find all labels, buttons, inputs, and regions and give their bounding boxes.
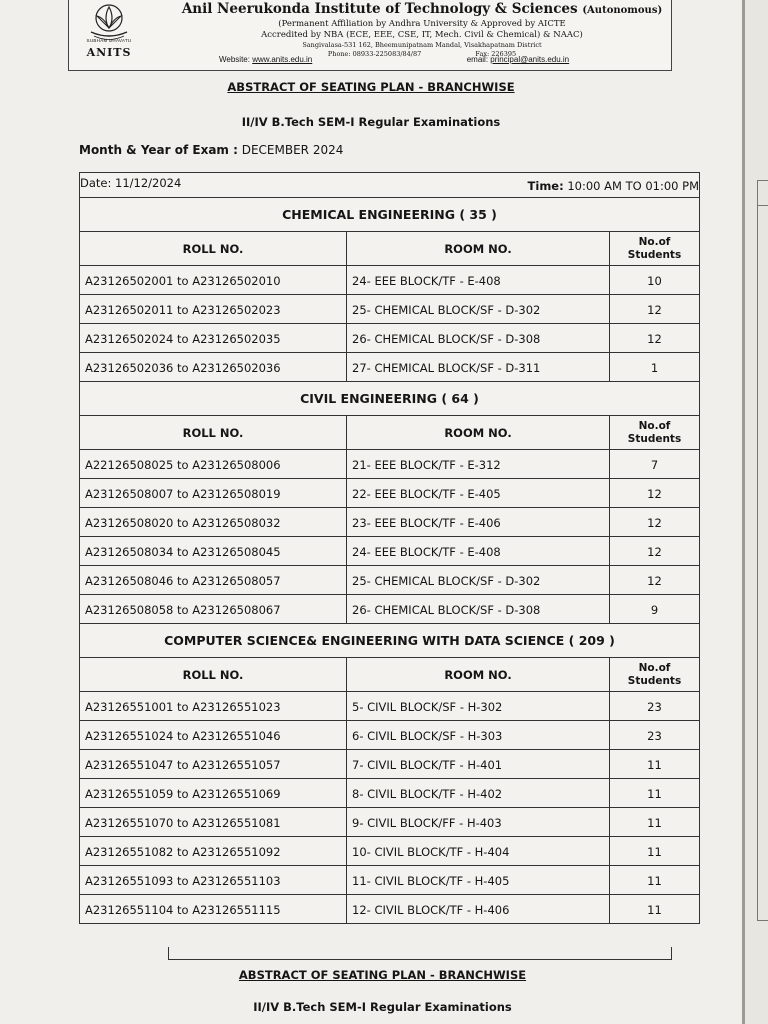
roll-range-cell: A23126551070 to A23126551081: [85, 815, 281, 830]
table-row: [80, 323, 699, 353]
student-count-cell: 11: [609, 837, 699, 866]
letterhead: [68, 0, 672, 71]
students-header-line: Students: [627, 249, 682, 261]
room-column-header: ROOM NO.: [346, 658, 609, 692]
institution-name-line: [177, 1, 667, 19]
date-label: Date:: [80, 176, 112, 190]
next-page-subtitle: II/IV B.Tech SEM-I Regular Examinations: [253, 1000, 512, 1014]
autonomous-label: (Autonomous): [582, 5, 663, 16]
column-header-row: [80, 231, 699, 266]
room-cell: 23- EEE BLOCK/TF - E-406: [346, 508, 609, 537]
date-value: 11/12/2024: [115, 176, 182, 190]
students-header-text: [628, 420, 681, 446]
phone-text: Phone: 08933-225083/84/87: [327, 50, 422, 58]
room-cell: 26- CHEMICAL BLOCK/SF - D-308: [346, 324, 609, 353]
student-count-cell: 1: [609, 353, 699, 382]
roll-range-cell: A23126551093 to A23126551103: [85, 873, 281, 888]
table-row: [80, 691, 699, 721]
students-header-text: [628, 236, 681, 262]
section-title: CIVIL ENGINEERING ( 64 ): [80, 381, 699, 416]
room-cell: 8- CIVIL BLOCK/TF - H-402: [346, 779, 609, 808]
roll-range-cell: A23126508058 to A23126508067: [85, 602, 281, 617]
room-cell: 25- CHEMICAL BLOCK/SF - D-302: [346, 295, 609, 324]
roll-range-cell: A23126551047 to A23126551057: [85, 757, 281, 772]
table-row: [80, 352, 699, 382]
room-cell: 6- CIVIL BLOCK/SF - H-303: [346, 721, 609, 750]
table-row: [80, 536, 699, 566]
fax-text: Fax: 226395: [475, 50, 517, 58]
roll-column-header: ROLL NO.: [182, 242, 244, 256]
website-link[interactable]: www.anits.edu.in: [252, 55, 313, 64]
adjacent-page-edge: [745, 0, 768, 1024]
student-count-cell: 7: [609, 450, 699, 479]
student-count-cell: 11: [609, 808, 699, 837]
month-value: DECEMBER 2024: [241, 143, 344, 157]
website-label: Website:: [219, 55, 250, 64]
logo-motto: SUBHAM BHAVATU: [86, 38, 132, 43]
roll-range-cell: A23126508034 to A23126508045: [85, 544, 281, 559]
roll-range-cell: A23126508007 to A23126508019: [85, 486, 281, 501]
institution-name: Anil Neerukonda Institute of Technology & Sciences: [181, 1, 578, 17]
table-row: [80, 749, 699, 779]
room-cell: 27- CHEMICAL BLOCK/SF - D-311: [346, 353, 609, 382]
email-label: email:: [466, 55, 489, 64]
address-line: Sangivalasa-531 162, Bheemunipatnam Mandal, Visakhapatnam District: [302, 41, 542, 49]
logo-text: ANITS: [86, 46, 132, 59]
table-row: [80, 894, 699, 924]
room-cell: 12- CIVIL BLOCK/TF - H-406: [346, 895, 609, 924]
table-row: [80, 478, 699, 508]
students-header-line: No.of: [638, 236, 671, 248]
students-column-header: [609, 416, 699, 450]
student-count-cell: 12: [609, 479, 699, 508]
room-cell: 25- CHEMICAL BLOCK/SF - D-302: [346, 566, 609, 595]
student-count-cell: 12: [609, 295, 699, 324]
roll-range-cell: A23126508046 to A23126508057: [85, 573, 281, 588]
adjacent-table-rule: [757, 180, 768, 181]
month-label: Month & Year of Exam :: [79, 143, 238, 157]
institution-logo: [77, 2, 141, 64]
table-row: [80, 449, 699, 479]
roll-range-cell: A23126502011 to A23126502023: [85, 302, 281, 317]
table-row: [80, 565, 699, 595]
student-count-cell: 12: [609, 324, 699, 353]
room-cell: 11- CIVIL BLOCK/TF - H-405: [346, 866, 609, 895]
adjacent-table-rule: [757, 205, 768, 206]
roll-range-cell: A23126502001 to A23126502010: [85, 273, 281, 288]
time-value: 10:00 AM TO 01:00 PM: [567, 179, 699, 193]
student-count-cell: 23: [609, 692, 699, 721]
student-count-cell: 11: [609, 750, 699, 779]
table-row: [80, 507, 699, 537]
table-row: [80, 265, 699, 295]
column-header-row: [80, 415, 699, 450]
column-header-row: [80, 657, 699, 692]
room-cell: 21- EEE BLOCK/TF - E-312: [346, 450, 609, 479]
students-header-line: Students: [627, 433, 682, 445]
room-cell: 24- EEE BLOCK/TF - E-408: [346, 537, 609, 566]
section-title: COMPUTER SCIENCE& ENGINEERING WITH DATA SCIENCE ( 209 ): [80, 623, 699, 658]
roll-range-cell: A22126508025 to A23126508006: [85, 457, 281, 472]
next-page-header-edge: [168, 947, 672, 960]
students-header-line: Students: [627, 675, 682, 687]
room-column-header: ROOM NO.: [346, 416, 609, 450]
time-field: [528, 179, 699, 193]
room-cell: 9- CIVIL BLOCK/FF - H-403: [346, 808, 609, 837]
accreditation-line: Accredited by NBA (ECE, EEE, CSE, IT, Mech. Civil & Chemical) & NAAC): [261, 30, 583, 40]
time-label: Time:: [527, 179, 564, 193]
table-row: [80, 778, 699, 808]
student-count-cell: 12: [609, 508, 699, 537]
table-row: [80, 720, 699, 750]
roll-range-cell: A23126551024 to A23126551046: [85, 728, 281, 743]
student-count-cell: 10: [609, 266, 699, 295]
students-header-line: No.of: [638, 420, 671, 432]
roll-column-header: ROLL NO.: [182, 426, 244, 440]
roll-range-cell: A23126502036 to A23126502036: [85, 360, 281, 375]
roll-range-cell: A23126551104 to A23126551115: [85, 902, 281, 917]
room-cell: 10- CIVIL BLOCK/TF - H-404: [346, 837, 609, 866]
table-row: [80, 836, 699, 866]
seating-table: [79, 172, 700, 924]
table-row: [80, 594, 699, 624]
table-row: [80, 807, 699, 837]
room-cell: 26- CHEMICAL BLOCK/SF - D-308: [346, 595, 609, 624]
date-time-row: [80, 173, 699, 197]
table-row: [80, 294, 699, 324]
adjacent-table-rule: [757, 920, 768, 921]
student-count-cell: 12: [609, 537, 699, 566]
document-subtitle: II/IV B.Tech SEM-I Regular Examinations: [241, 115, 501, 129]
roll-column-header: ROLL NO.: [182, 668, 244, 682]
document-title: ABSTRACT OF SEATING PLAN - BRANCHWISE: [227, 80, 515, 94]
roll-range-cell: A23126551082 to A23126551092: [85, 844, 281, 859]
room-cell: 5- CIVIL BLOCK/SF - H-302: [346, 692, 609, 721]
section-title: CHEMICAL ENGINEERING ( 35 ): [80, 197, 699, 232]
student-count-cell: 11: [609, 895, 699, 924]
student-count-cell: 11: [609, 779, 699, 808]
room-column-header: ROOM NO.: [346, 232, 609, 266]
web-contact-row: [219, 55, 659, 64]
student-count-cell: 23: [609, 721, 699, 750]
affiliation-line: (Permanent Affiliation by Andhra University & Approved by AICTE: [278, 19, 566, 29]
institution-details: [177, 1, 667, 59]
student-count-cell: 12: [609, 566, 699, 595]
room-cell: 24- EEE BLOCK/TF - E-408: [346, 266, 609, 295]
email-link[interactable]: principal@anits.edu.in: [490, 55, 570, 64]
students-column-header: [609, 232, 699, 266]
exam-month-row: [79, 143, 343, 157]
students-column-header: [609, 658, 699, 692]
room-cell: 22- EEE BLOCK/TF - E-405: [346, 479, 609, 508]
students-header-line: No.of: [638, 662, 671, 674]
adjacent-table-border: [757, 180, 758, 920]
students-header-text: [628, 662, 681, 688]
next-page-title: ABSTRACT OF SEATING PLAN - BRANCHWISE: [238, 968, 527, 982]
student-count-cell: 11: [609, 866, 699, 895]
table-row: [80, 865, 699, 895]
room-cell: 7- CIVIL BLOCK/TF - H-401: [346, 750, 609, 779]
date-field: [80, 176, 181, 190]
lotus-emblem-icon: [87, 2, 131, 42]
roll-range-cell: A23126551059 to A23126551069: [85, 786, 281, 801]
roll-range-cell: A23126502024 to A23126502035: [85, 331, 281, 346]
student-count-cell: 9: [609, 595, 699, 624]
roll-range-cell: A23126551001 to A23126551023: [85, 699, 281, 714]
roll-range-cell: A23126508020 to A23126508032: [85, 515, 281, 530]
